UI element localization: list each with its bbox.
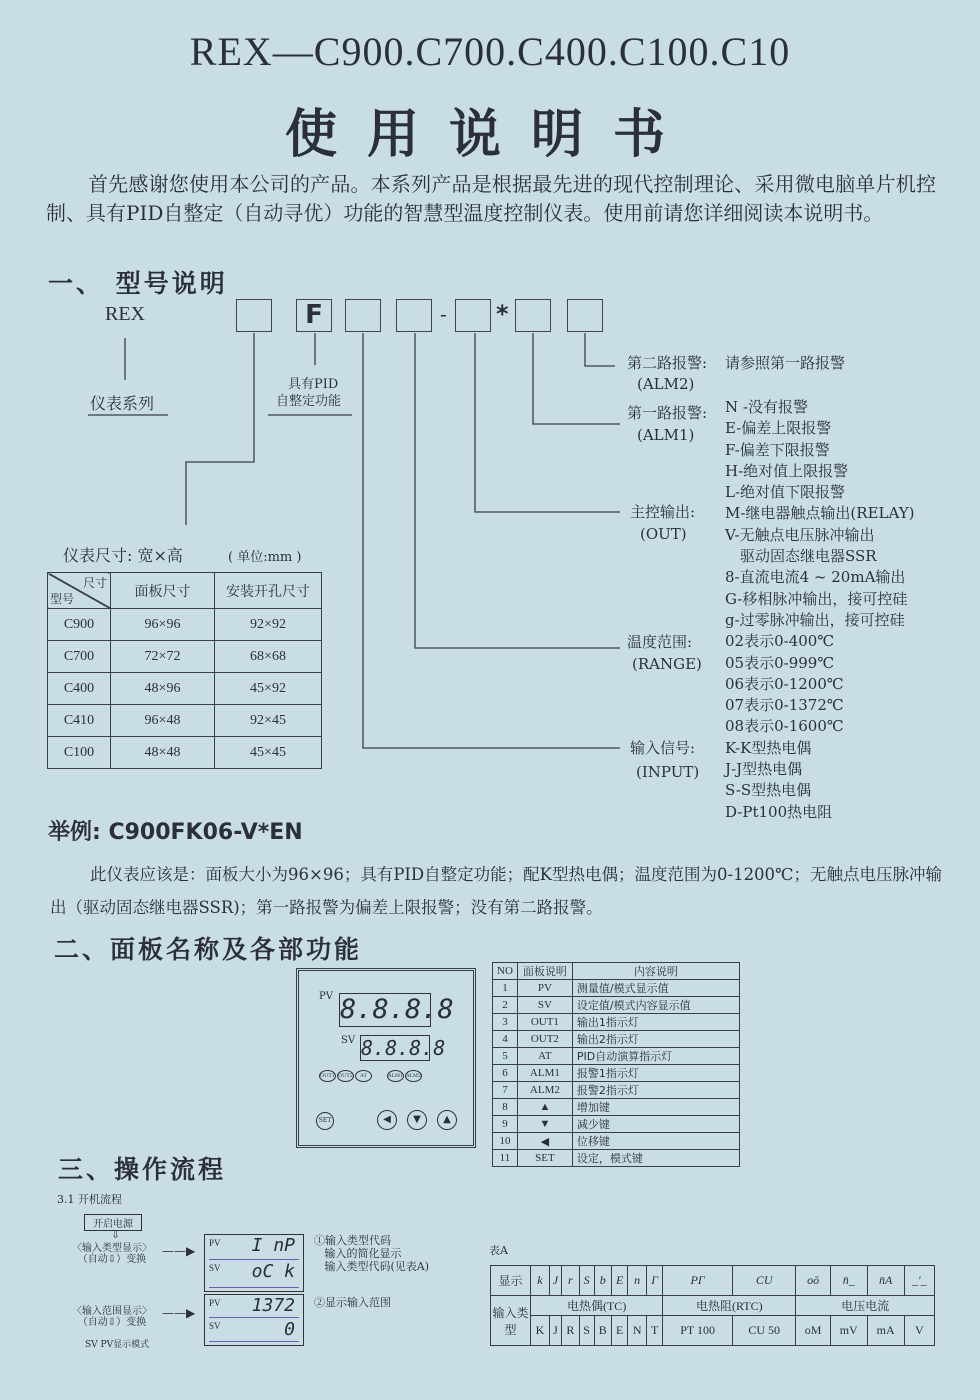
input-label: 输入信号: xyxy=(630,739,696,757)
input-type: T xyxy=(647,1316,663,1346)
table-row xyxy=(48,609,322,641)
table-cell: 增加键 xyxy=(572,1099,739,1116)
group-rtc: 电热阻(RTC) xyxy=(663,1296,796,1316)
table-cell: AT xyxy=(517,1048,572,1065)
table-row xyxy=(493,1048,740,1065)
alm1-label: 第一路报警: xyxy=(627,404,708,422)
power-on-box: 开启电源 xyxy=(84,1214,142,1231)
table-cell: 45×45 xyxy=(215,737,322,769)
table-cell: 减少键 xyxy=(572,1116,739,1133)
option-item: 05表示0-999℃ xyxy=(725,653,835,672)
input-code: (INPUT) xyxy=(636,763,700,781)
display-code: Γ xyxy=(647,1266,663,1296)
table-row xyxy=(493,980,740,997)
step2-note: ②显示输入范围 xyxy=(314,1296,391,1309)
size-corner: 尺寸 型号 xyxy=(48,573,111,609)
alm2-code: (ALM2) xyxy=(637,375,695,393)
table-cell: 2 xyxy=(493,997,518,1014)
section2-heading: 二、面板名称及各部功能 xyxy=(54,935,363,964)
model-box-f: F xyxy=(296,299,332,332)
input-type: K xyxy=(531,1316,550,1346)
table-cell: C900 xyxy=(48,609,111,641)
led-alm2: ALM2 xyxy=(405,1070,422,1082)
input-type: J xyxy=(549,1316,561,1346)
table-row xyxy=(493,1031,740,1048)
table-a xyxy=(490,1265,935,1346)
input-type: mV xyxy=(830,1316,867,1346)
input-type: B xyxy=(594,1316,612,1346)
table-cell: 输出2指示灯 xyxy=(572,1031,739,1048)
option-item: E-偏差上限报警 xyxy=(725,419,832,438)
display-code: CU xyxy=(732,1266,796,1296)
input-type: E xyxy=(612,1316,628,1346)
section1-heading: 一、 型号说明 xyxy=(48,269,228,298)
option-item: M-继电器触点输出(RELAY) xyxy=(725,504,915,523)
led-out2: OUT2 xyxy=(337,1070,354,1082)
option-item: K-K型热电偶 xyxy=(725,738,812,757)
display-code: S xyxy=(579,1266,594,1296)
size-unit: ( 单位:mm ) xyxy=(228,550,302,565)
table-row xyxy=(493,1116,740,1133)
table-cell: 3 xyxy=(493,1014,518,1031)
led-alm1: ALM1 xyxy=(387,1070,404,1082)
option-item: S-S型热电偶 xyxy=(725,781,812,800)
option-item: 02表示0-400℃ xyxy=(725,632,835,651)
arrow-icon: ——▶ xyxy=(162,1306,196,1320)
table-row xyxy=(493,1133,740,1150)
down-arrow-icon: ⇩ xyxy=(111,1228,121,1241)
table-cell: 72×72 xyxy=(111,641,215,673)
step1-notes: ①输入类型代码 输入的简化显示 输入类型代码(见表A) xyxy=(314,1234,430,1273)
table-cell: 4 xyxy=(493,1031,518,1048)
display-code: n xyxy=(628,1266,647,1296)
table-cell: ◀ xyxy=(517,1133,572,1150)
input-type: N xyxy=(628,1316,647,1346)
display-mode-label: SV PV显示模式 xyxy=(85,1340,150,1350)
display-code: k xyxy=(531,1266,550,1296)
table-cell: PV xyxy=(517,980,572,997)
increase-button[interactable]: ▲ xyxy=(437,1110,457,1130)
table-cell: 11 xyxy=(493,1150,518,1167)
decrease-button[interactable]: ▼ xyxy=(407,1110,427,1130)
option-item: 08表示0-1600℃ xyxy=(725,717,844,736)
size-title: 仪表尺寸: 宽×高 xyxy=(63,546,183,565)
controller-panel xyxy=(296,968,476,1148)
table-cell: ▲ xyxy=(517,1099,572,1116)
input-type: PT 100 xyxy=(663,1316,733,1346)
pid-label-1: 具有PID xyxy=(288,377,339,392)
panel-function-table xyxy=(492,962,740,1167)
option-item: F-偏差下限报警 xyxy=(725,440,830,459)
startup-subheading: 3.1 开机流程 xyxy=(57,1193,122,1206)
input-type: S xyxy=(579,1316,594,1346)
table-cell: C700 xyxy=(48,641,111,673)
table-row xyxy=(48,705,322,737)
table-cell: 68×68 xyxy=(215,641,322,673)
input-type: oM xyxy=(796,1316,830,1346)
option-item: 8-直流电流4 ~ 20mA输出 xyxy=(725,568,906,587)
step2-label: 〈输入范围显示〉 （自动⇩）变换 xyxy=(72,1306,152,1328)
table-cell: 92×45 xyxy=(215,705,322,737)
option-item: 驱动固态继电器SSR xyxy=(725,547,877,566)
option-item: V-无触点电压脉冲输出 xyxy=(725,525,875,544)
series-label: 仪表系列 xyxy=(90,394,155,413)
lcd-step2: PV 1372 SV 0 xyxy=(204,1294,304,1346)
display-code: PΓ xyxy=(663,1266,733,1296)
table-cell: 输出1指示灯 xyxy=(572,1014,739,1031)
option-item: H-绝对值上限报警 xyxy=(725,461,849,480)
display-row-label: 显示 xyxy=(491,1266,531,1296)
table-cell: 6 xyxy=(493,1065,518,1082)
table-cell: 报警2指示灯 xyxy=(572,1082,739,1099)
display-code: n̄_ xyxy=(830,1266,867,1296)
display-code: b xyxy=(594,1266,612,1296)
table-cell: C100 xyxy=(48,737,111,769)
pid-label-2: 自整定功能 xyxy=(276,394,342,409)
table-row xyxy=(493,997,740,1014)
led-at: AT xyxy=(355,1070,372,1082)
section3-heading: 三、操作流程 xyxy=(58,1155,227,1184)
set-button[interactable]: SET xyxy=(316,1112,334,1130)
table-cell: ▼ xyxy=(517,1116,572,1133)
table-row xyxy=(493,1014,740,1031)
model-star: * xyxy=(496,300,509,328)
table-cell: 92×92 xyxy=(215,609,322,641)
th: 面板说明 xyxy=(517,963,572,980)
shift-left-button[interactable]: ◀ xyxy=(377,1110,397,1130)
out-label: 主控输出: xyxy=(630,503,696,521)
doc-title: REX—C900.C700.C400.C100.C10 xyxy=(189,29,791,74)
table-cell: 10 xyxy=(493,1133,518,1150)
table-cell: OUT2 xyxy=(517,1031,572,1048)
display-code: oō xyxy=(796,1266,830,1296)
option-list xyxy=(725,397,914,823)
table-cell: C400 xyxy=(48,673,111,705)
sv-label: SV xyxy=(341,1035,356,1046)
table-cell: 5 xyxy=(493,1048,518,1065)
table-row xyxy=(48,641,322,673)
table-row xyxy=(48,737,322,769)
display-code: E xyxy=(612,1266,628,1296)
led-out1: OUT1 xyxy=(319,1070,336,1082)
table-cell: 1 xyxy=(493,980,518,997)
out-code: (OUT) xyxy=(640,525,687,543)
range-code: (RANGE) xyxy=(632,655,702,673)
option-item: 06表示0-1200℃ xyxy=(725,674,844,693)
table-cell: 96×48 xyxy=(111,705,215,737)
table-a-title: 表A xyxy=(489,1244,508,1257)
example-heading: 举例: C900FK06-V*EN xyxy=(48,820,303,845)
display-code: _'_ xyxy=(904,1266,934,1296)
option-item: L-绝对值下限报警 xyxy=(725,483,846,502)
table-cell: 48×48 xyxy=(111,737,215,769)
sv-display: 8.8.8.8 xyxy=(361,1036,446,1060)
example-text: 此仪表应该是：面板大小为96×96；具有PID自整定功能；配K型热电偶；温度范围为0-1200℃；无触点电压脉冲输出（驱动固态继电器SSR)；第一路报警为偏差上限报警；没有第二路报警。 xyxy=(50,865,943,917)
table-cell: 设定值/模式内容显示值 xyxy=(572,997,739,1014)
table-cell: C410 xyxy=(48,705,111,737)
size-table xyxy=(47,572,322,769)
table-cell: PID自动演算指示灯 xyxy=(572,1048,739,1065)
table-cell: 设定，模式键 xyxy=(572,1150,739,1167)
table-row xyxy=(493,1082,740,1099)
group-tc: 电热偶(TC) xyxy=(531,1296,663,1316)
range-label: 温度范围: xyxy=(627,633,693,651)
table-cell: OUT1 xyxy=(517,1014,572,1031)
table-cell: 45×92 xyxy=(215,673,322,705)
doc-subtitle: 使用说明书 xyxy=(284,105,695,165)
display-code: n̄A xyxy=(867,1266,904,1296)
table-row xyxy=(493,1065,740,1082)
option-item: J-J型热电偶 xyxy=(725,760,803,779)
lcd-step1: PV I nP SV oC k xyxy=(204,1234,304,1292)
table-row xyxy=(493,1150,740,1167)
table-cell: ALM1 xyxy=(517,1065,572,1082)
pv-label: PV xyxy=(319,991,333,1002)
table-row xyxy=(48,673,322,705)
option-item: N -没有报警 xyxy=(725,398,808,416)
table-cell: 7 xyxy=(493,1082,518,1099)
display-code: J xyxy=(549,1266,561,1296)
group-voltage-current: 电压电流 xyxy=(796,1296,935,1316)
size-header: 面板尺寸 xyxy=(111,573,215,609)
input-type: mA xyxy=(867,1316,904,1346)
option-item: 07表示0-1372℃ xyxy=(725,696,844,715)
step1-label: 〈输入类型显示〉 （自动⇩）变换 xyxy=(72,1243,152,1265)
pv-display: 8.8.8.8 xyxy=(340,994,454,1025)
table-cell: 8 xyxy=(493,1099,518,1116)
table-cell: 96×96 xyxy=(111,609,215,641)
option-item: D-Pt100热电阻 xyxy=(725,802,833,821)
table-cell: 测量值/模式显示值 xyxy=(572,980,739,997)
table-row xyxy=(493,1099,740,1116)
table-cell: 48×96 xyxy=(111,673,215,705)
table-cell: SV xyxy=(517,997,572,1014)
alm2-label: 第二路报警: xyxy=(627,354,708,372)
table-cell: 9 xyxy=(493,1116,518,1133)
model-prefix: REX xyxy=(105,303,145,325)
input-type: V xyxy=(904,1316,934,1346)
size-header: 安装开孔尺寸 xyxy=(215,573,322,609)
intro-paragraph: 首先感谢您使用本公司的产品。本系列产品是根据最先进的现代控制理论、采用微电脑单片机控制、具有PID自整定（自动寻优）功能的智慧型温度控制仪表。使用前请您详细阅读本说明书。 xyxy=(46,172,936,225)
th: 内容说明 xyxy=(572,963,739,980)
table-cell: ALM2 xyxy=(517,1082,572,1099)
input-type: R xyxy=(562,1316,580,1346)
option-item: G-移相脉冲输出，接可控硅 xyxy=(725,589,908,608)
table-cell: 位移键 xyxy=(572,1133,739,1150)
th: NO xyxy=(493,963,518,980)
alm1-code: (ALM1) xyxy=(637,426,695,444)
table-cell: SET xyxy=(517,1150,572,1167)
table-cell: 报警1指示灯 xyxy=(572,1065,739,1082)
display-code: r xyxy=(562,1266,580,1296)
type-row-label: 输入类型 xyxy=(491,1296,531,1346)
model-dash: - xyxy=(440,302,447,326)
alm2-desc: 请参照第一路报警 xyxy=(725,354,846,372)
arrow-icon: ——▶ xyxy=(162,1244,196,1258)
option-item: g-过零脉冲输出，接可控硅 xyxy=(725,610,905,629)
input-type: CU 50 xyxy=(732,1316,796,1346)
